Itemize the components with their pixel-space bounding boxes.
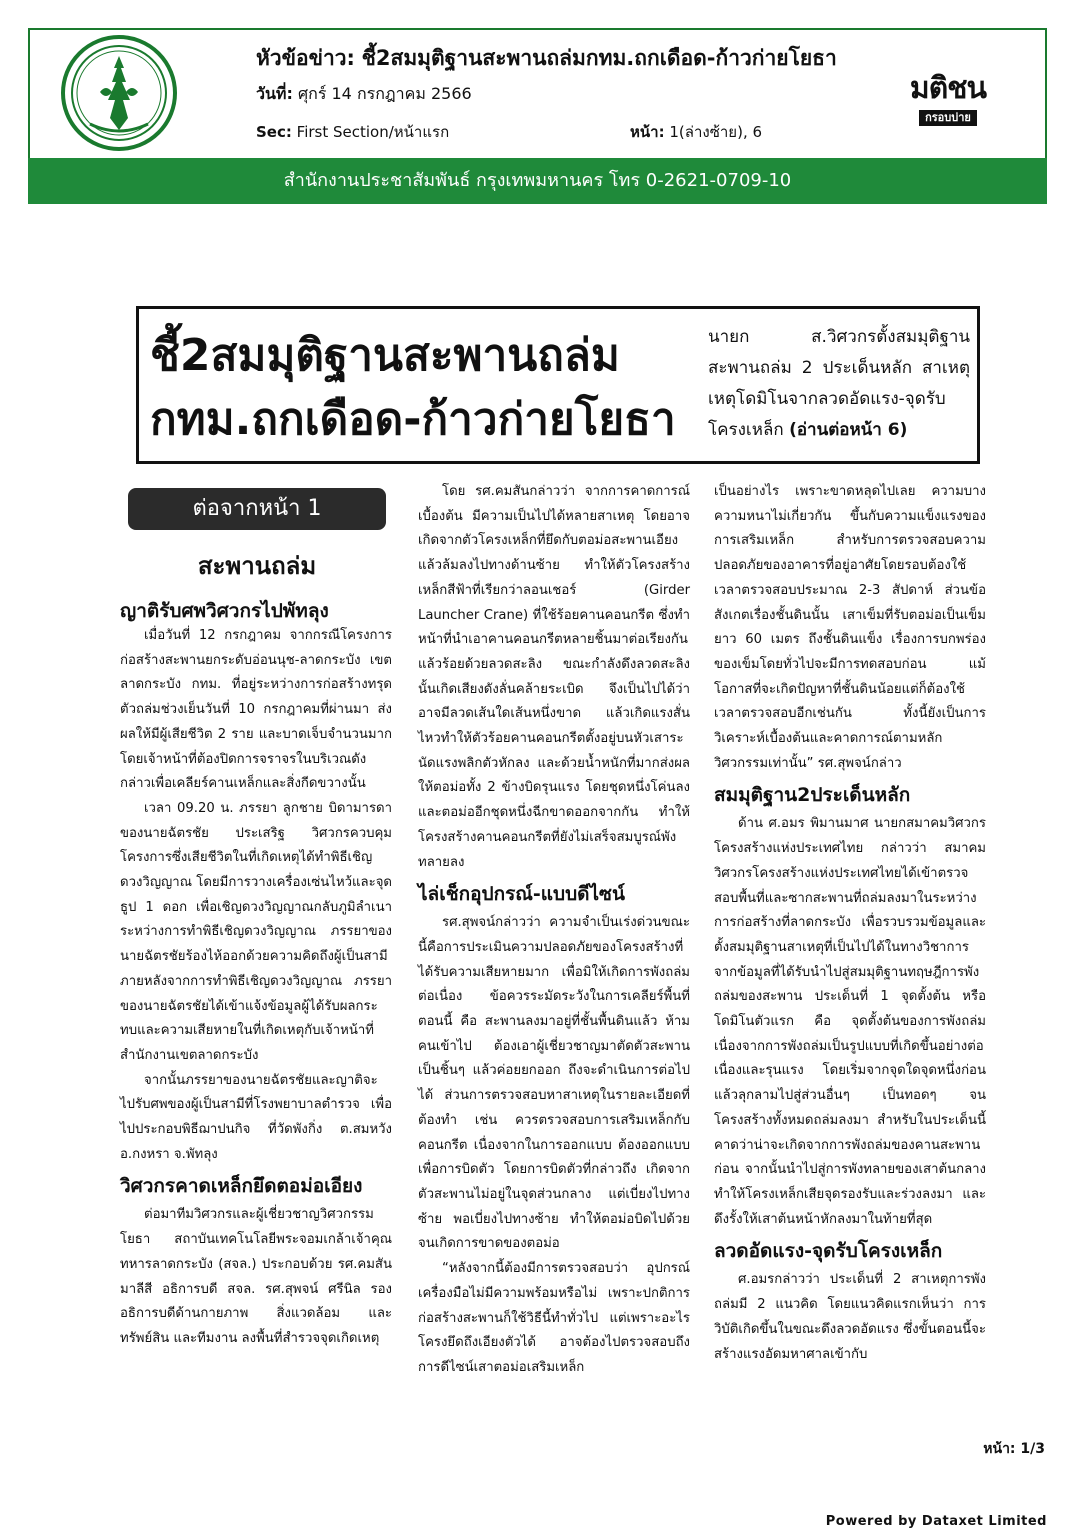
paragraph: ศ.อมรกล่าวว่า ประเด็นที่ 2 สาเหตุการพังถล่มมี 2 แนวคิด โดยแนวคิดแรกเห็นว่า การวิบัติเกิดขึ้นในขณะดึงลวดอัดแรง ซึ่งขั้นตอนนี้จะสร้างแรงอัดมหาศาลเข้ากับ (714, 1272, 986, 1362)
paragraph: จากนั้นภรรยาของนายฉัตรชัยและญาติจะไปรับศพของผู้เป็นสามีที่โรงพยาบาลตำรวจ เพื่อไปประกอบพิธีฌาปนกิจ ที่วัดพังกิ่ง ต.สมหวัง อ.กงหรา จ.พัทลุง (120, 1072, 392, 1162)
news-page-value: 1(ล่างซ้าย), 6 (669, 123, 763, 141)
news-title-value: ชี้2สมมุติฐานสะพานถล่มกทม.ถกเดือด-ก้าวก่ายโยธา (361, 46, 837, 70)
bangkok-seal-icon (60, 34, 178, 152)
newspaper-name: มติชน (909, 71, 987, 106)
continued-badge: ต่อจากหน้า 1 (128, 488, 386, 530)
news-page-line (630, 122, 762, 142)
subheading: ไล่เช็กอุปกรณ์-แบบดีไซน์ (418, 883, 625, 906)
news-date-line (256, 84, 472, 104)
news-date-label: วันที่: (256, 84, 293, 103)
paragraph: เวลา 09.20 น. ภรรยา ลูกชาย บิดามารดาของนายฉัตรชัย ประเสริฐ วิศวกรควบคุมโครงการซึ่งเสียชีวิตในที่เกิดเหตุได้ทำพิธีเชิญดวงวิญญาณ โดยมีการวางเครื่องเซ่นไหว้และจุดธูป 1 ดอก เพื่อเชิญดวงวิญญาณกลับภูมิลำเนา ระหว่างการทำพิธีเชิญดวงวิญญาณ ภรรยาของนายฉัตรชัยร้องไห้ออกด้วยความคิดถึงผู้เป็นสามี ภายหลังจากการทำพิธีเชิญดวงวิญญาณ ภรรยาของนายฉัตรชัยได้เข้าแจ้งข้อมูลผู้ได้รับผลกระทบและความเสียหายในที่เกิดเหตุกับเจ้าหน้าที่สำนักงานเขตลาดกระบัง (120, 800, 392, 1063)
headline-line-2: กทม.ถกเดือด-ก้าวก่ายโยธา (150, 394, 676, 445)
section-title: สะพานถล่ม (197, 552, 317, 580)
paragraph: เป็นอย่างไร เพราะขาดหลุดไปเลย ความบางความหนาไม่เกี่ยวกัน ขึ้นกับความแข็งแรงของการเสริมเหล็ก สำหรับการตรวจสอบความปลอดภัยของอาคารที่อยู่อาศัยโดยรอบต้องใช้เวลาตรวจสอบประมาณ 2-3 สัปดาห์ ส่วนข้อสังเกตเรื่องชั้นดินนั้น เสาเข็มที่รับตอม่อเป็นเข็มยาว 60 เมตร ถึงชั้นดินแข็ง เรื่องการบกพร่องของเข็มโดยทั่วไปจะมีการทดสอบก่อน แม้โอกาสที่จะเกิดปัญหาที่ชั้นดินน้อยแต่ก็ต้องใช้เวลาตรวจสอบอีกเช่นกัน ทั้งนี้ยังเป็นการวิเคราะห์เบื้องต้นและคาดการณ์ตามหลักวิศวกรรมเท่านั้น” รศ.สุพจน์กล่าว (714, 484, 986, 771)
article-column-2 (418, 480, 690, 1381)
article-column-3 (714, 480, 986, 1367)
deck-continued-ref: (อ่านต่อหน้า 6) (789, 420, 908, 440)
news-date-value: ศุกร์ 14 กรกฎาคม 2566 (297, 84, 472, 103)
news-title-label: หัวข้อข่าว: (256, 46, 355, 70)
headline-deck (708, 322, 970, 446)
paragraph: โดย รศ.คมสันกล่าวว่า จากการคาดการณ์เบื้องต้น มีความเป็นไปได้หลายสาเหตุ โดยอาจเกิดจากตัวโครงเหล็กที่ยึดกับตอม่อสะพานเอียง แล้วล้มลงไปทางด้านซ้าย ทำให้ตัวโครงสร้างเหล็กสีฟ้าที่เรียกว่าลอนเชอร์ (Girder Launcher Crane) ที่ใช้ร้อยคานคอนกรีต ซึ่งทำหน้าที่นำเอาคานคอนกรีตหลายชิ้นมาต่อเรียงกันแล้วร้อยด้วยลวดสะลิง ขณะกำลังดึงลวดสะลิงนั้นเกิดเสียงดังลั่นคล้ายระเบิด จึงเป็นไปได้ว่าอาจมีลวดเส้นใดเส้นหนึ่งขาด แล้วเกิดแรงสั่นไหวทำให้ตัวร้อยคานคอนกรีตตั้งอยู่บนหัวเสาระนัดแรงพลิกตัวหักลง และด้วยน้ำหนักที่มากส่งผลให้ตอม่อทั้ง 2 ข้างบิดรุนแรง โดยชุดหนึ่งโค่นลงและตอม่ออีกชุดหนึ่งฉีกขาดออกจากกัน ทำให้โครงสร้างคานคอนกรีตที่ยังไม่เสร็จสมบูรณ์พังทลายลง (418, 484, 690, 870)
powered-by-credit: Powered by Dataxet Limited (825, 1514, 1047, 1529)
subheading: วิศวกรคาดเหล็กยึดตอม่อเอียง (120, 1175, 363, 1198)
news-page-label: หน้า: (630, 123, 665, 141)
newspaper-logo (898, 72, 998, 126)
paragraph: เมื่อวันที่ 12 กรกฎาคม จากกรณีโครงการก่อสร้างสะพานยกระดับอ่อนนุช-ลาดกระบัง เขตลาดกระบัง กทม. ที่อยู่ระหว่างการก่อสร้างทรุดตัวถล่มช่วงเย็นวันที่ 10 กรกฎาคมที่ผ่านมา ส่งผลให้มีผู้เสียชีวิต 2 ราย และบาดเจ็บจำนวนมาก โดยเจ้าหน้าที่ต้องปิดการจราจรในบริเวณดังกล่าวเพื่อเคลียร์คานเหล็กและสิ่งกีดขวางนั้น (120, 628, 392, 792)
page-count: หน้า: 1/3 (983, 1441, 1045, 1457)
news-section-label: Sec: (256, 123, 292, 141)
news-title-line (256, 44, 837, 72)
subheading: สมมุติฐาน2ประเด็นหลัก (714, 784, 911, 807)
newspaper-edition: กรอบบ่าย (919, 110, 977, 126)
paragraph: ต่อมาทีมวิศวกรและผู้เชี่ยวชาญวิศวกรรมโยธา สถาบันเทคโนโลยีพระจอมเกล้าเจ้าคุณทหารลาดกระบัง (สจล.) ประกอบด้วย รศ.คมสัน มาลีสี อธิการบดี สจล. รศ.สุพจน์ ศรีนิล รองอธิการบดีด้านกายภาพ สิ่งแวดล้อม และทรัพย์สิน และทีมงาน ลงพื้นที่สำรวจจุดเกิดเหตุ (120, 1207, 392, 1346)
paragraph: รศ.สุพจน์กล่าวว่า ความจำเป็นเร่งด่วนขณะนี้คือการประเมินความปลอดภัยของโครงสร้างที่ได้รับความเสียหายมาก เพื่อมิให้เกิดการพังถล่มต่อเนื่อง ข้อควรระมัดระวังในการเคลียร์พื้นที่ตอนนี้ คือ สะพานลงมาอยู่ที่ชั้นพื้นดินแล้ว ห้ามคนเข้าไป ต้องเอาผู้เชี่ยวชาญมาตัดตัวสะพานเป็นชิ้นๆ แล้วค่อยยกออก ถึงจะดำเนินการต่อไปได้ ส่วนการตรวจสอบหาสาเหตุในรายละเอียดที่ต้องทำ เช่น ควรตรวจสอบการเสริมเหล็กกับคอนกรีต เนื่องจากในการออกแบบ ต้องออกแบบเพื่อการบิดตัว โดยการบิดตัวที่กล่าวถึง เกิดจากตัวสะพานไม่อยู่ในจุดส่วนกลาง แต่เบี่ยงไปทางซ้าย พอเบี่ยงไปทางซ้าย ทำให้ตอม่อบิดไปด้วย จนเกิดการขาดของตอม่อ (418, 915, 690, 1252)
paragraph: “หลังจากนี้ต้องมีการตรวจสอบว่า อุปกรณ์เครื่องมือไม่มีความพร้อมหรือไม่ เพราะปกติการก่อสร้างสะพานก็ใช้วิธีนี้ทำทั่วไป แต่เพราะอะไรโครงยึดถึงเอียงตัวได้ อาจต้องไปตรวจสอบถึงการดีไซน์เสาตอม่อเสริมเหล็ก (418, 1261, 690, 1375)
subheading: ญาติรับศพวิศวกรไปพัทลุง (120, 600, 329, 622)
paragraph: ด้าน ศ.อมร พิมานมาศ นายกสมาคมวิศวกรโครงสร้างแห่งประเทศไทย กล่าวว่า สมาคมวิศวกรโครงสร้างแห่งประเทศไทยได้เข้าตรวจสอบพื้นที่และซากสะพานที่ถล่มลงมาในระหว่างการก่อสร้างที่ลาดกระบัง เพื่อรวบรวมข้อมูลและตั้งสมมุติฐานสาเหตุที่เป็นไปได้ในทางวิชาการ จากข้อมูลที่ได้รับนำไปสู่สมมุติฐานทฤษฎีการพังถล่มของสะพาน ประเด็นที่ 1 จุดตั้งต้น หรือโดมิโนตัวแรก คือ จุดตั้งต้นของการพังถล่ม เนื่องจากการพังถล่มเป็นรูปแบบที่เกิดขึ้นอย่างต่อเนื่องและรุนแรง โดยเริ่มจากจุดใดจุดหนึ่งก่อนแล้วลุกลามไปสู่ส่วนอื่นๆ เป็นทอดๆ จนโครงสร้างทั้งหมดถล่มลงมา สำหรับในประเด็นนี้คาดว่าน่าจะเกิดจากการพังถล่มของคานสะพานก่อน จากนั้นนำไปสู่การพังทลายของเสาต้นกลาง ทำให้โครงเหล็กเสียจุดรองรับและร่วงลงมา และดึงรั้งให้เสาต้นหน้าหักลงมาในท้ายที่สุด (714, 816, 986, 1227)
office-contact-bar: สำนักงานประชาสัมพันธ์ กรุงเทพมหานคร โทร 0-2621-0709-10 (28, 158, 1047, 204)
deck-text: นายก ส.วิศวกรตั้งสมมุติฐาน สะพานถล่ม 2 ประเด็นหลัก สาเหตุเหตุโดมิโนจากลวดอัดแรง-จุดรับโครงเหล็ก (708, 327, 970, 440)
news-section-line (256, 122, 449, 142)
news-section-value: First Section/หน้าแรก (296, 123, 450, 141)
headline-line-1: ชี้2สมมุติฐานสะพานถล่ม (150, 330, 620, 381)
subheading: ลวดอัดแรง-จุดรับโครงเหล็ก (714, 1240, 943, 1263)
article-column-1 (120, 598, 392, 1352)
